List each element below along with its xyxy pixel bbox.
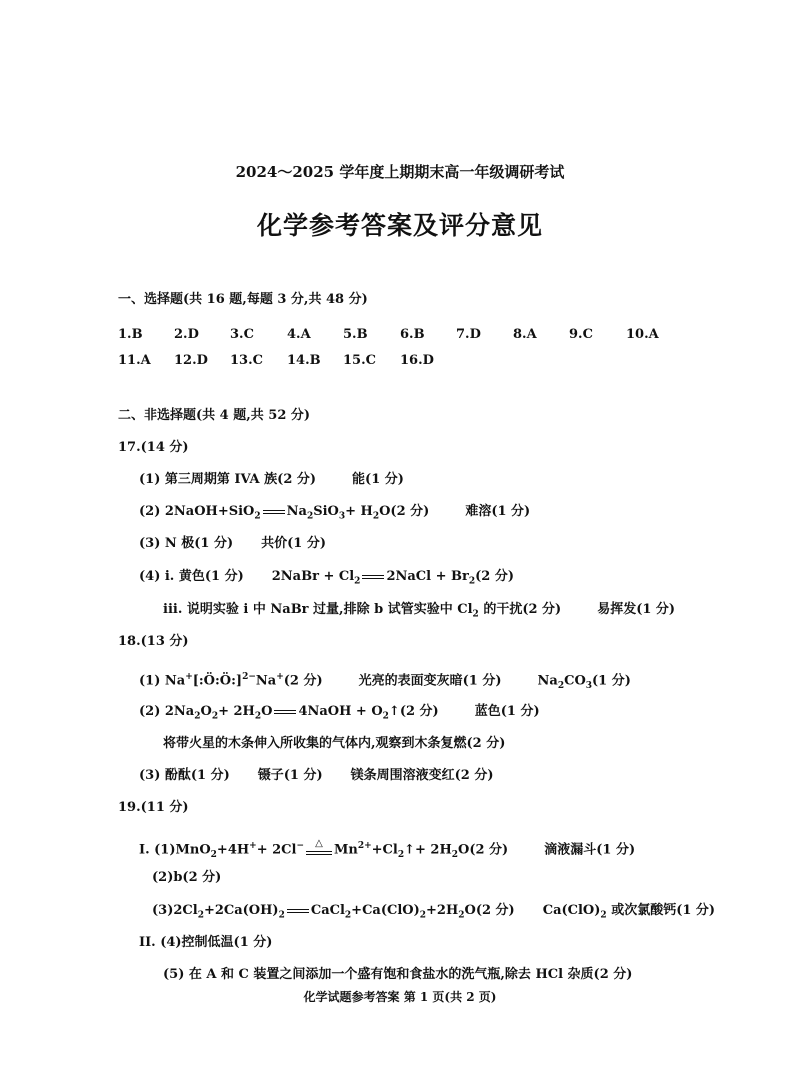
equals-sign <box>263 510 285 514</box>
mc-answer-3: 3.C <box>230 327 254 342</box>
page-title: 化学参考答案及评分意见 <box>256 211 543 240</box>
q19-part5: (5) 在 A 和 C 装置之间添加一个盛有饱和食盐水的洗气瓶,除去 HCl 杂质(2 分) <box>163 967 633 982</box>
mc-answer-1: 1.B <box>118 327 143 342</box>
q17-part2: (2) 2NaOH+SiO$_2$ $Na_2SiO_3+ H_2O(2$ 分) 难溶(1 分) <box>139 504 531 522</box>
section2-heading: 二、非选择题(共 4 题,共 52 分) <box>118 408 311 423</box>
q19-part1: I. (1)MnO$_2$+4H++ 2Cl− △ $Mn^{2+}+Cl_2↑+ 2H_2O(2$ 分) 滴液漏斗(1 分) <box>139 837 636 860</box>
mc-answer-9: 9.C <box>569 327 593 342</box>
equals-sign <box>362 575 384 579</box>
q17-heading: 17.(14 分) <box>118 440 189 455</box>
mc-answer-12: 12.D <box>174 353 208 368</box>
section1-heading: 一、选择题(共 16 题,每题 3 分,共 48 分) <box>118 292 368 307</box>
mc-answer-6: 6.B <box>400 327 425 342</box>
q19-part3: $(3)2Cl_2+2Ca(OH)_2$ $CaCl_2+Ca(ClO)_2+2H_2O(2$ 分) $Ca(ClO)_2$ 或次氯酸钙(1 分) <box>152 903 716 921</box>
q18-heading: 18.(13 分) <box>118 634 189 649</box>
q19-heading: 19.(11 分) <box>118 800 189 815</box>
mc-answer-15: 15.C <box>343 353 376 368</box>
heating-condition-sign: △ <box>306 843 332 857</box>
equals-sign <box>274 710 296 714</box>
q17-part1: (1) 第三周期第 IVA 族(2 分) 能(1 分) <box>139 472 404 487</box>
mc-answer-10: 10.A <box>626 327 659 342</box>
mc-answer-16: 16.D <box>400 353 434 368</box>
q17-part3: (3) N 极(1 分) 共价(1 分) <box>139 536 327 551</box>
mc-answer-7: 7.D <box>456 327 481 342</box>
mc-answer-4: 4.A <box>287 327 311 342</box>
q19-part2: (2)b(2 分) <box>152 870 222 885</box>
q17-part4: (4) i. 黄色(1 分) 2NaBr + $Cl_2$ 2NaCl + $Br_2(2$ 分) <box>139 569 514 587</box>
equals-sign <box>287 909 309 913</box>
mc-answer-14: 14.B <box>287 353 321 368</box>
q17-part5: iii. 说明实验 i 中 NaBr 过量,排除 b 试管实验中 $Cl_2$ 的干扰(2 分) 易挥发(1 分) <box>163 602 676 620</box>
q18-part3: 将带火星的木条伸入所收集的气体内,观察到木条复燃(2 分) <box>163 736 506 751</box>
mc-answer-8: 8.A <box>513 327 537 342</box>
mc-answer-13: 13.C <box>230 353 263 368</box>
mc-answer-11: 11.A <box>118 353 151 368</box>
mc-answer-5: 5.B <box>343 327 368 342</box>
page-footer: 化学试题参考答案 第 1 页(共 2 页) <box>303 990 497 1004</box>
q18-part1: (1) Na+[:Ö:Ö:]$^{2-}$Na+(2 分) 光亮的表面变灰暗(1 分) $Na_2CO_3(1$ 分) <box>139 672 631 691</box>
mc-answer-2: 2.D <box>174 327 199 342</box>
exam-title: 2024～2025 学年度上期期末高一年级调研考试 <box>235 163 565 181</box>
peroxide-electron-structure: [:Ö:Ö:] <box>192 673 243 689</box>
q19-part4: II. (4)控制低温(1 分) <box>139 935 273 950</box>
q18-part2: (2) $2Na_2O_2+ 2H_2O$ 4NaOH + $O_2↑(2$ 分) 蓝色(1 分) <box>139 704 540 722</box>
q18-part4: (3) 酚酞(1 分) 镊子(1 分) 镁条周围溶液变红(2 分) <box>139 768 494 783</box>
